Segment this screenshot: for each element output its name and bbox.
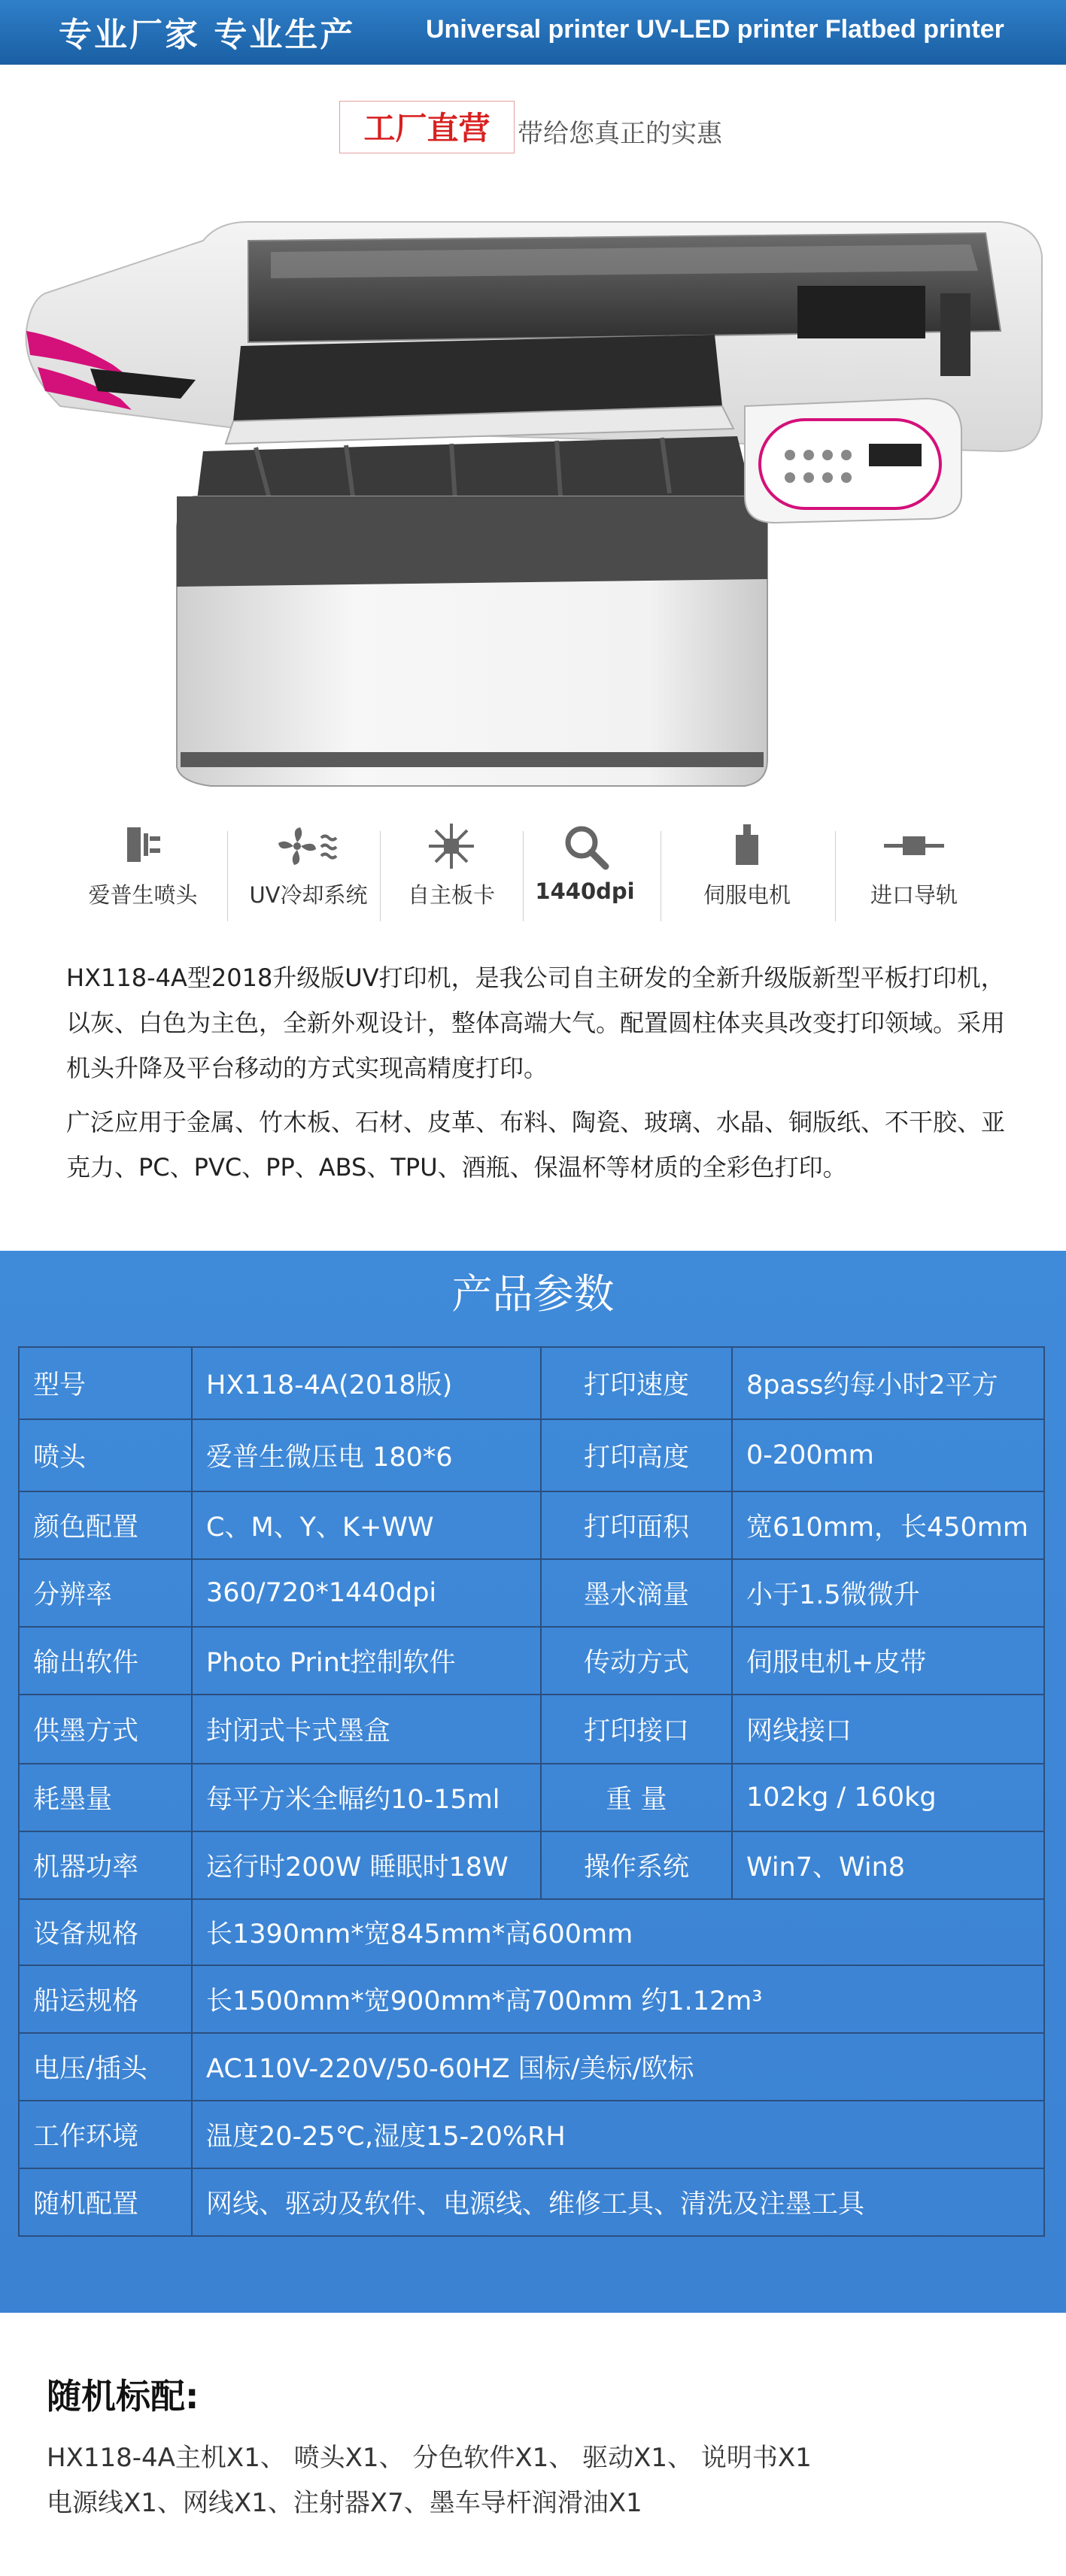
table-row: [19, 1627, 1044, 1695]
param-key: 船运规格: [19, 1965, 192, 2033]
param-key: 打印接口: [541, 1695, 732, 1764]
param-key: 打印面积: [541, 1491, 732, 1559]
param-value: 0-200mm: [732, 1419, 1044, 1491]
param-value: 长1390mm*宽845mm*高600mm: [192, 1899, 1044, 1965]
feature-label: 进口导轨: [870, 882, 958, 908]
param-key: 耗墨量: [19, 1764, 192, 1831]
param-value: 运行时200W 睡眠时18W: [192, 1831, 541, 1899]
feature-servo-motor: [668, 820, 826, 955]
feature-label: UV冷却系统: [249, 882, 368, 908]
accessories-line-1: HX118-4A主机X1、 喷头X1、 分色软件X1、 驱动X1、 说明书X1: [47, 2443, 812, 2473]
param-key: 工作环境: [19, 2101, 192, 2168]
factory-direct-tagline: 带给您真正的实惠: [518, 119, 722, 149]
param-key: 型号: [19, 1347, 192, 1419]
table-row: [19, 1831, 1044, 1899]
feature-label: 爱普生喷头: [88, 882, 198, 908]
magnifier-icon: [559, 820, 612, 872]
param-key: 打印速度: [541, 1347, 732, 1419]
feature-epson-nozzle: [68, 820, 218, 955]
accessories-line-2: 电源线X1、网线X1、注射器X7、墨车导杆润滑油X1: [47, 2488, 642, 2518]
application-paragraph: 广泛应用于金属、竹木板、石材、皮革、布料、陶瓷、玻璃、水晶、铜版纸、不干胶、亚克力、PC、PVC、PP、ABS、TPU、酒瓶、保温杯等材质的全彩色打印。: [66, 1108, 1006, 1182]
param-key: 打印高度: [541, 1419, 732, 1491]
param-key: 供墨方式: [19, 1695, 192, 1764]
uv-printer-illustration: [0, 181, 1066, 827]
param-key: 墨水滴量: [541, 1559, 732, 1627]
nozzle-icon: [117, 820, 169, 872]
param-value: 360/720*1440dpi: [192, 1559, 541, 1627]
table-row: [19, 1347, 1044, 1419]
param-value: 小于1.5微微升: [732, 1559, 1044, 1627]
param-value: 长1500mm*宽900mm*高700mm 约1.12m³: [192, 1965, 1044, 2033]
param-value: 宽610mm，长450mm: [732, 1491, 1044, 1559]
param-value: AC110V-220V/50-60HZ 国标/美标/欧标: [192, 2033, 1044, 2101]
feature-uv-cooling: [233, 820, 384, 955]
param-value: 8pass约每小时2平方: [732, 1347, 1044, 1419]
param-value: 爱普生微压电 180*6: [192, 1419, 541, 1491]
param-key: 输出软件: [19, 1627, 192, 1695]
guide-rail-icon: [880, 820, 948, 872]
table-row: [19, 1695, 1044, 1764]
param-value: Photo Print控制软件: [192, 1627, 541, 1695]
param-key: 机器功率: [19, 1831, 192, 1899]
param-value: 每平方米全幅约10-15ml: [192, 1764, 541, 1831]
banner-slogan: 专业厂家 专业生产: [59, 16, 356, 54]
param-key: 设备规格: [19, 1899, 192, 1965]
table-row: [19, 1965, 1044, 2033]
fan-cooling-icon: [275, 820, 342, 872]
feature-imported-rail: [839, 820, 989, 955]
accessories-title: 随机标配:: [47, 2376, 199, 2417]
param-key: 颜色配置: [19, 1491, 192, 1559]
feature-label: 1440dpi: [535, 878, 635, 904]
table-row: [19, 2033, 1044, 2101]
table-row: [19, 1764, 1044, 1831]
factory-direct-label: 工厂直营: [363, 110, 490, 147]
table-row: [19, 2168, 1044, 2236]
param-value: 封闭式卡式墨盒: [192, 1695, 541, 1764]
feature-own-board: [376, 820, 527, 955]
motherboard-icon: [425, 820, 478, 872]
param-key: 电压/插头: [19, 2033, 192, 2101]
feature-divider: [227, 831, 228, 921]
param-value: Win7、Win8: [732, 1831, 1044, 1899]
feature-1440dpi: [519, 820, 651, 955]
servo-motor-icon: [721, 820, 773, 872]
param-key: 重 量: [541, 1764, 732, 1831]
param-value: 102kg / 160kg: [732, 1764, 1044, 1831]
feature-label: 伺服电机: [703, 882, 791, 908]
table-row: [19, 1491, 1044, 1559]
param-key: 喷头: [19, 1419, 192, 1491]
param-value: 温度20-25℃,湿度15-20%RH: [192, 2101, 1044, 2168]
params-table: [18, 1346, 1045, 2237]
param-key: 传动方式: [541, 1627, 732, 1695]
table-row: [19, 1899, 1044, 1965]
feature-label: 自主板卡: [407, 882, 495, 908]
params-title: 产品参数: [451, 1270, 615, 1318]
feature-divider: [835, 831, 836, 921]
param-key: 随机配置: [19, 2168, 192, 2236]
table-row: [19, 1419, 1044, 1491]
param-key: 分辨率: [19, 1559, 192, 1627]
param-value: HX118-4A(2018版): [192, 1347, 541, 1419]
table-row: [19, 1559, 1044, 1627]
table-row: [19, 2101, 1044, 2168]
banner-product-types: Universal printer UV-LED printer Flatbed printer: [426, 15, 1004, 44]
param-value: C、M、Y、K+WW: [192, 1491, 541, 1559]
param-value: 伺服电机+皮带: [732, 1627, 1044, 1695]
product-intro-paragraph: HX118-4A型2018升级版UV打印机，是我公司自主研发的全新升级版新型平板打印机，以灰、白色为主色，全新外观设计，整体高端大气。配置圆柱体夹具改变打印领域。采用机头升降及平台移动的方式实现高精度打印。: [66, 963, 1006, 1082]
param-value: 网线、驱动及软件、电源线、维修工具、清洗及注墨工具: [192, 2168, 1044, 2236]
param-key: 操作系统: [541, 1831, 732, 1899]
param-value: 网线接口: [732, 1695, 1044, 1764]
